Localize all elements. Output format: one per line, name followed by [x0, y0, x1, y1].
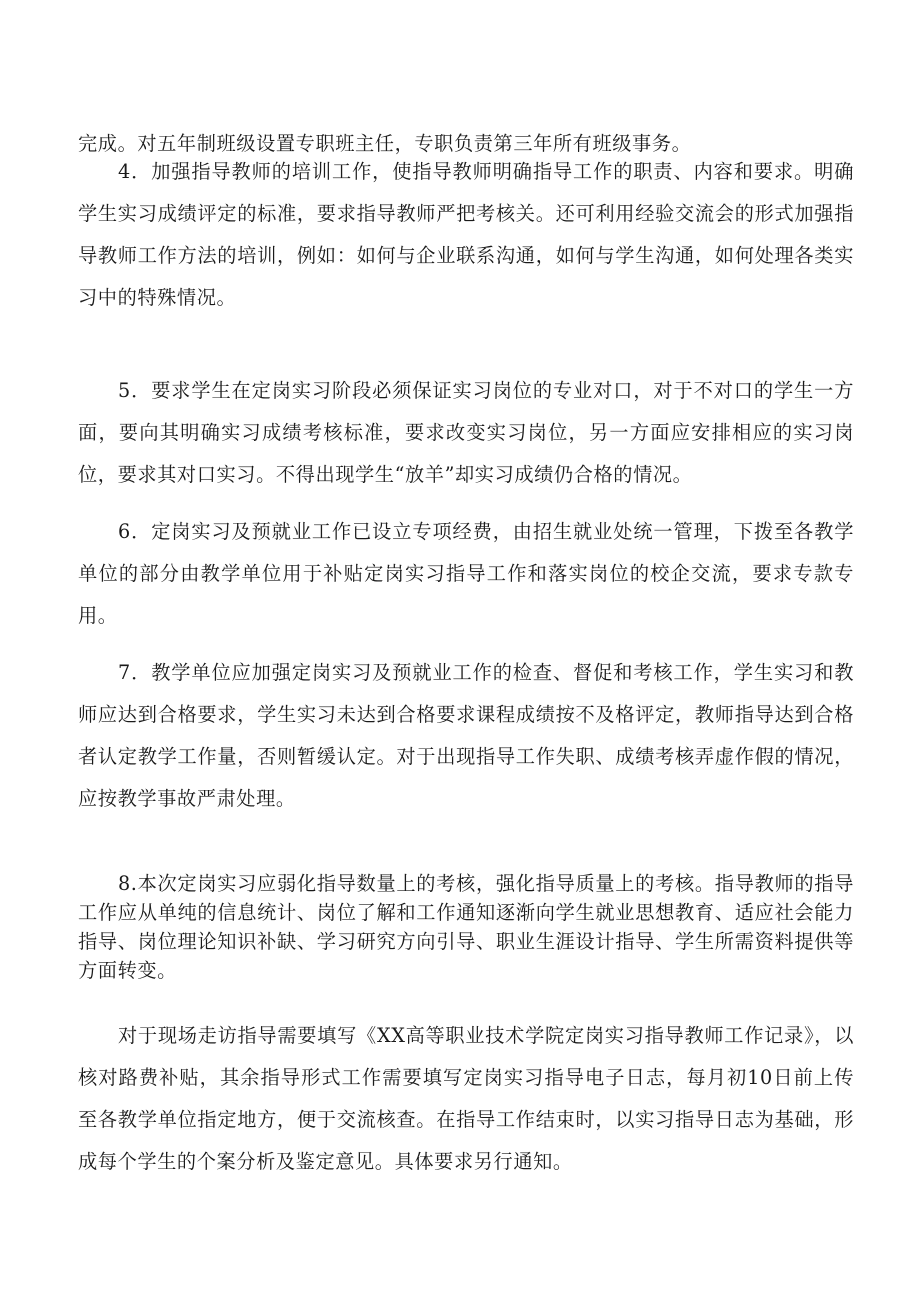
paragraph-item-6: 6．定岗实习及预就业工作已设立专项经费，由招生就业处统一管理，下拨至各教学单位的部分由教学单位用于补贴定岗实习指导工作和落实岗位的校企交流，要求专款专用。 — [78, 520, 854, 627]
paragraph-item-5: 5．要求学生在定岗实习阶段必须保证实习岗位的专业对口，对于不对口的学生一方面，要向其明确实习成绩考核标准，要求改变实习岗位，另一方面应安排相应的实习岗位，要求其对口实习。不得出现学生“放羊”却实习成绩仍合格的情况。 — [78, 379, 854, 486]
paragraph-closing: 对于现场走访指导需要填写《XX高等职业技术学院定岗实习指导教师工作记录》，以核对路费补贴，其余指导形式工作需要填写定岗实习指导电子日志，每月初10日前上传至各教学单位指定地方，便于交流核查。在指导工作结束时，以实习指导日志为基础，形成每个学生的个案分析及鉴定意见。具体要求另行通知。 — [78, 1024, 854, 1173]
paragraph-item-4: 4．加强指导教师的培训工作，使指导教师明确指导工作的职责、内容和要求。明确学生实习成绩评定的标准，要求指导教师严把考核关。还可利用经验交流会的形式加强指导教师工作方法的培训，例如：如何与企业联系沟通，如何与学生沟通，如何处理各类实习中的特殊情况。 — [78, 160, 854, 309]
paragraph-item-7: 7．教学单位应加强定岗实习及预就业工作的检查、督促和考核工作，学生实习和教师应达到合格要求，学生实习未达到合格要求课程成绩按不及格评定，教师指导达到合格者认定教学工作量，否则暂缓认定。对于出现指导工作失职、成绩考核弄虚作假的情况，应按教学事故严肃处理。 — [78, 661, 854, 810]
paragraph-continuation: 完成。对五年制班级设置专职班主任，专职负责第三年所有班级事务。 — [78, 132, 692, 155]
paragraph-item-8: 8.本次定岗实习应弱化指导数量上的考核，强化指导质量上的考核。指导教师的指导工作应从单纯的信息统计、岗位了解和工作通知逐渐向学生就业思想教育、适应社会能力指导、岗位理论知识补缺、学习研究方向引导、职业生涯设计指导、学生所需资料提供等方面转变。 — [78, 872, 854, 982]
